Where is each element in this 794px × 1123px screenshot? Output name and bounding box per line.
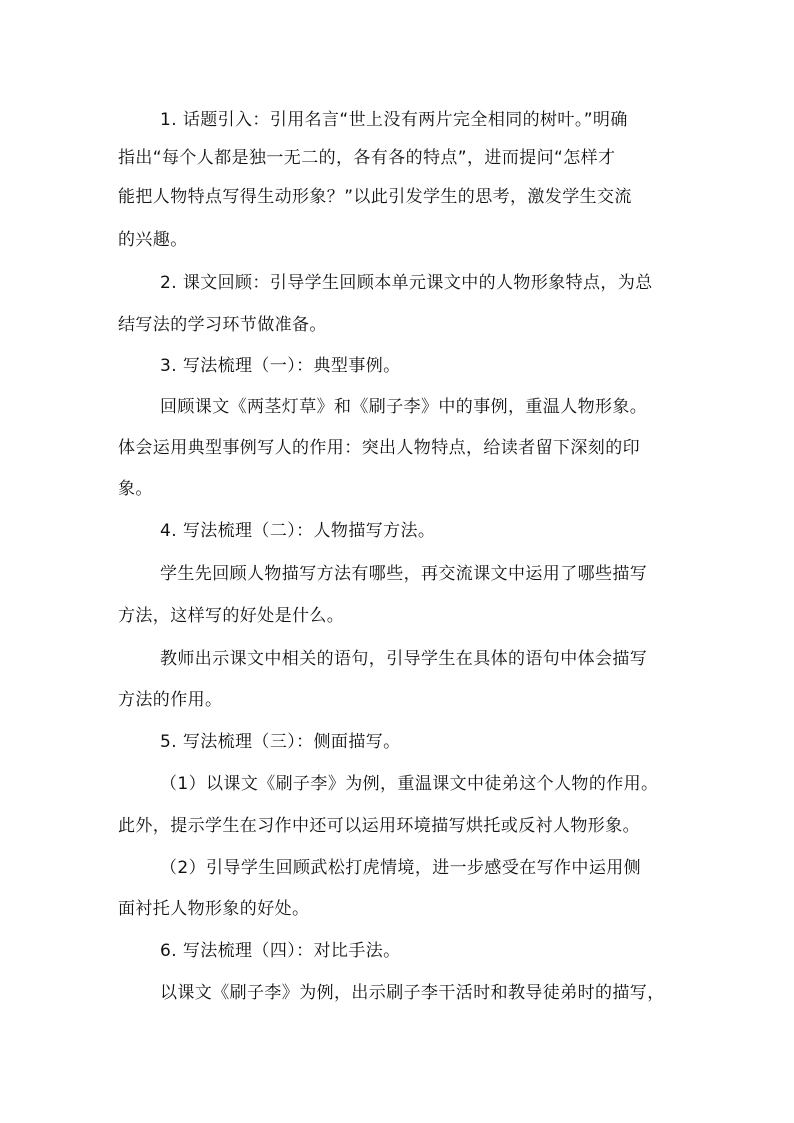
text-line: 2. 课文回顾：引导学生回顾本单元课文中的人物形象特点，为总	[160, 273, 653, 293]
text-line: 的兴趣。	[118, 230, 188, 250]
text-line: 1. 话题引入：引用名言“世上没有两片完全相同的树叶。”明确	[160, 110, 628, 130]
section-heading: 5. 写法梳理（三）：侧面描写。	[160, 732, 401, 752]
text-line: （1）以课文《刷子李》为例，重温课文中徒弟这个人物的作用。	[160, 774, 659, 794]
text-line: 指出“每个人都是独一无二的，各有各的特点”，进而提问“怎样才	[118, 148, 616, 168]
text-line: 象。	[118, 479, 153, 499]
text-line: 此外，提示学生在习作中还可以运用环境描写烘托或反衬人物形象。	[118, 816, 640, 836]
text-line: （2）引导学生回顾武松打虎情境，进一步感受在写作中运用侧	[160, 858, 642, 878]
text-line: 教师出示课文中相关的语句，引导学生在具体的语句中体会描写	[160, 649, 648, 669]
text-line: 面衬托人物形象的好处。	[118, 899, 310, 919]
text-line: 学生先回顾人物描写方法有哪些，再交流课文中运用了哪些描写	[160, 564, 648, 584]
text-line: 以课文《刷子李》为例，出示刷子李干活时和教导徒弟时的描写，	[160, 983, 665, 1003]
text-line: 方法的作用。	[118, 690, 223, 710]
text-line: 结写法的学习环节做准备。	[118, 315, 327, 335]
text-line: 能把人物特点写得生动形象？”以此引发学生的思考，激发学生交流	[118, 187, 632, 207]
text-line: 方法，这样写的好处是什么。	[118, 606, 345, 626]
text-line: 回顾课文《两茎灯草》和《刷子李》中的事例，重温人物形象。	[160, 397, 648, 417]
section-heading: 3. 写法梳理（一）：典型事例。	[160, 356, 401, 376]
text-line: 体会运用典型事例写人的作用：突出人物特点，给读者留下深刻的印	[118, 438, 640, 458]
section-heading: 4. 写法梳理（二）：人物描写方法。	[160, 521, 436, 541]
section-heading: 6. 写法梳理（四）：对比手法。	[160, 941, 401, 961]
